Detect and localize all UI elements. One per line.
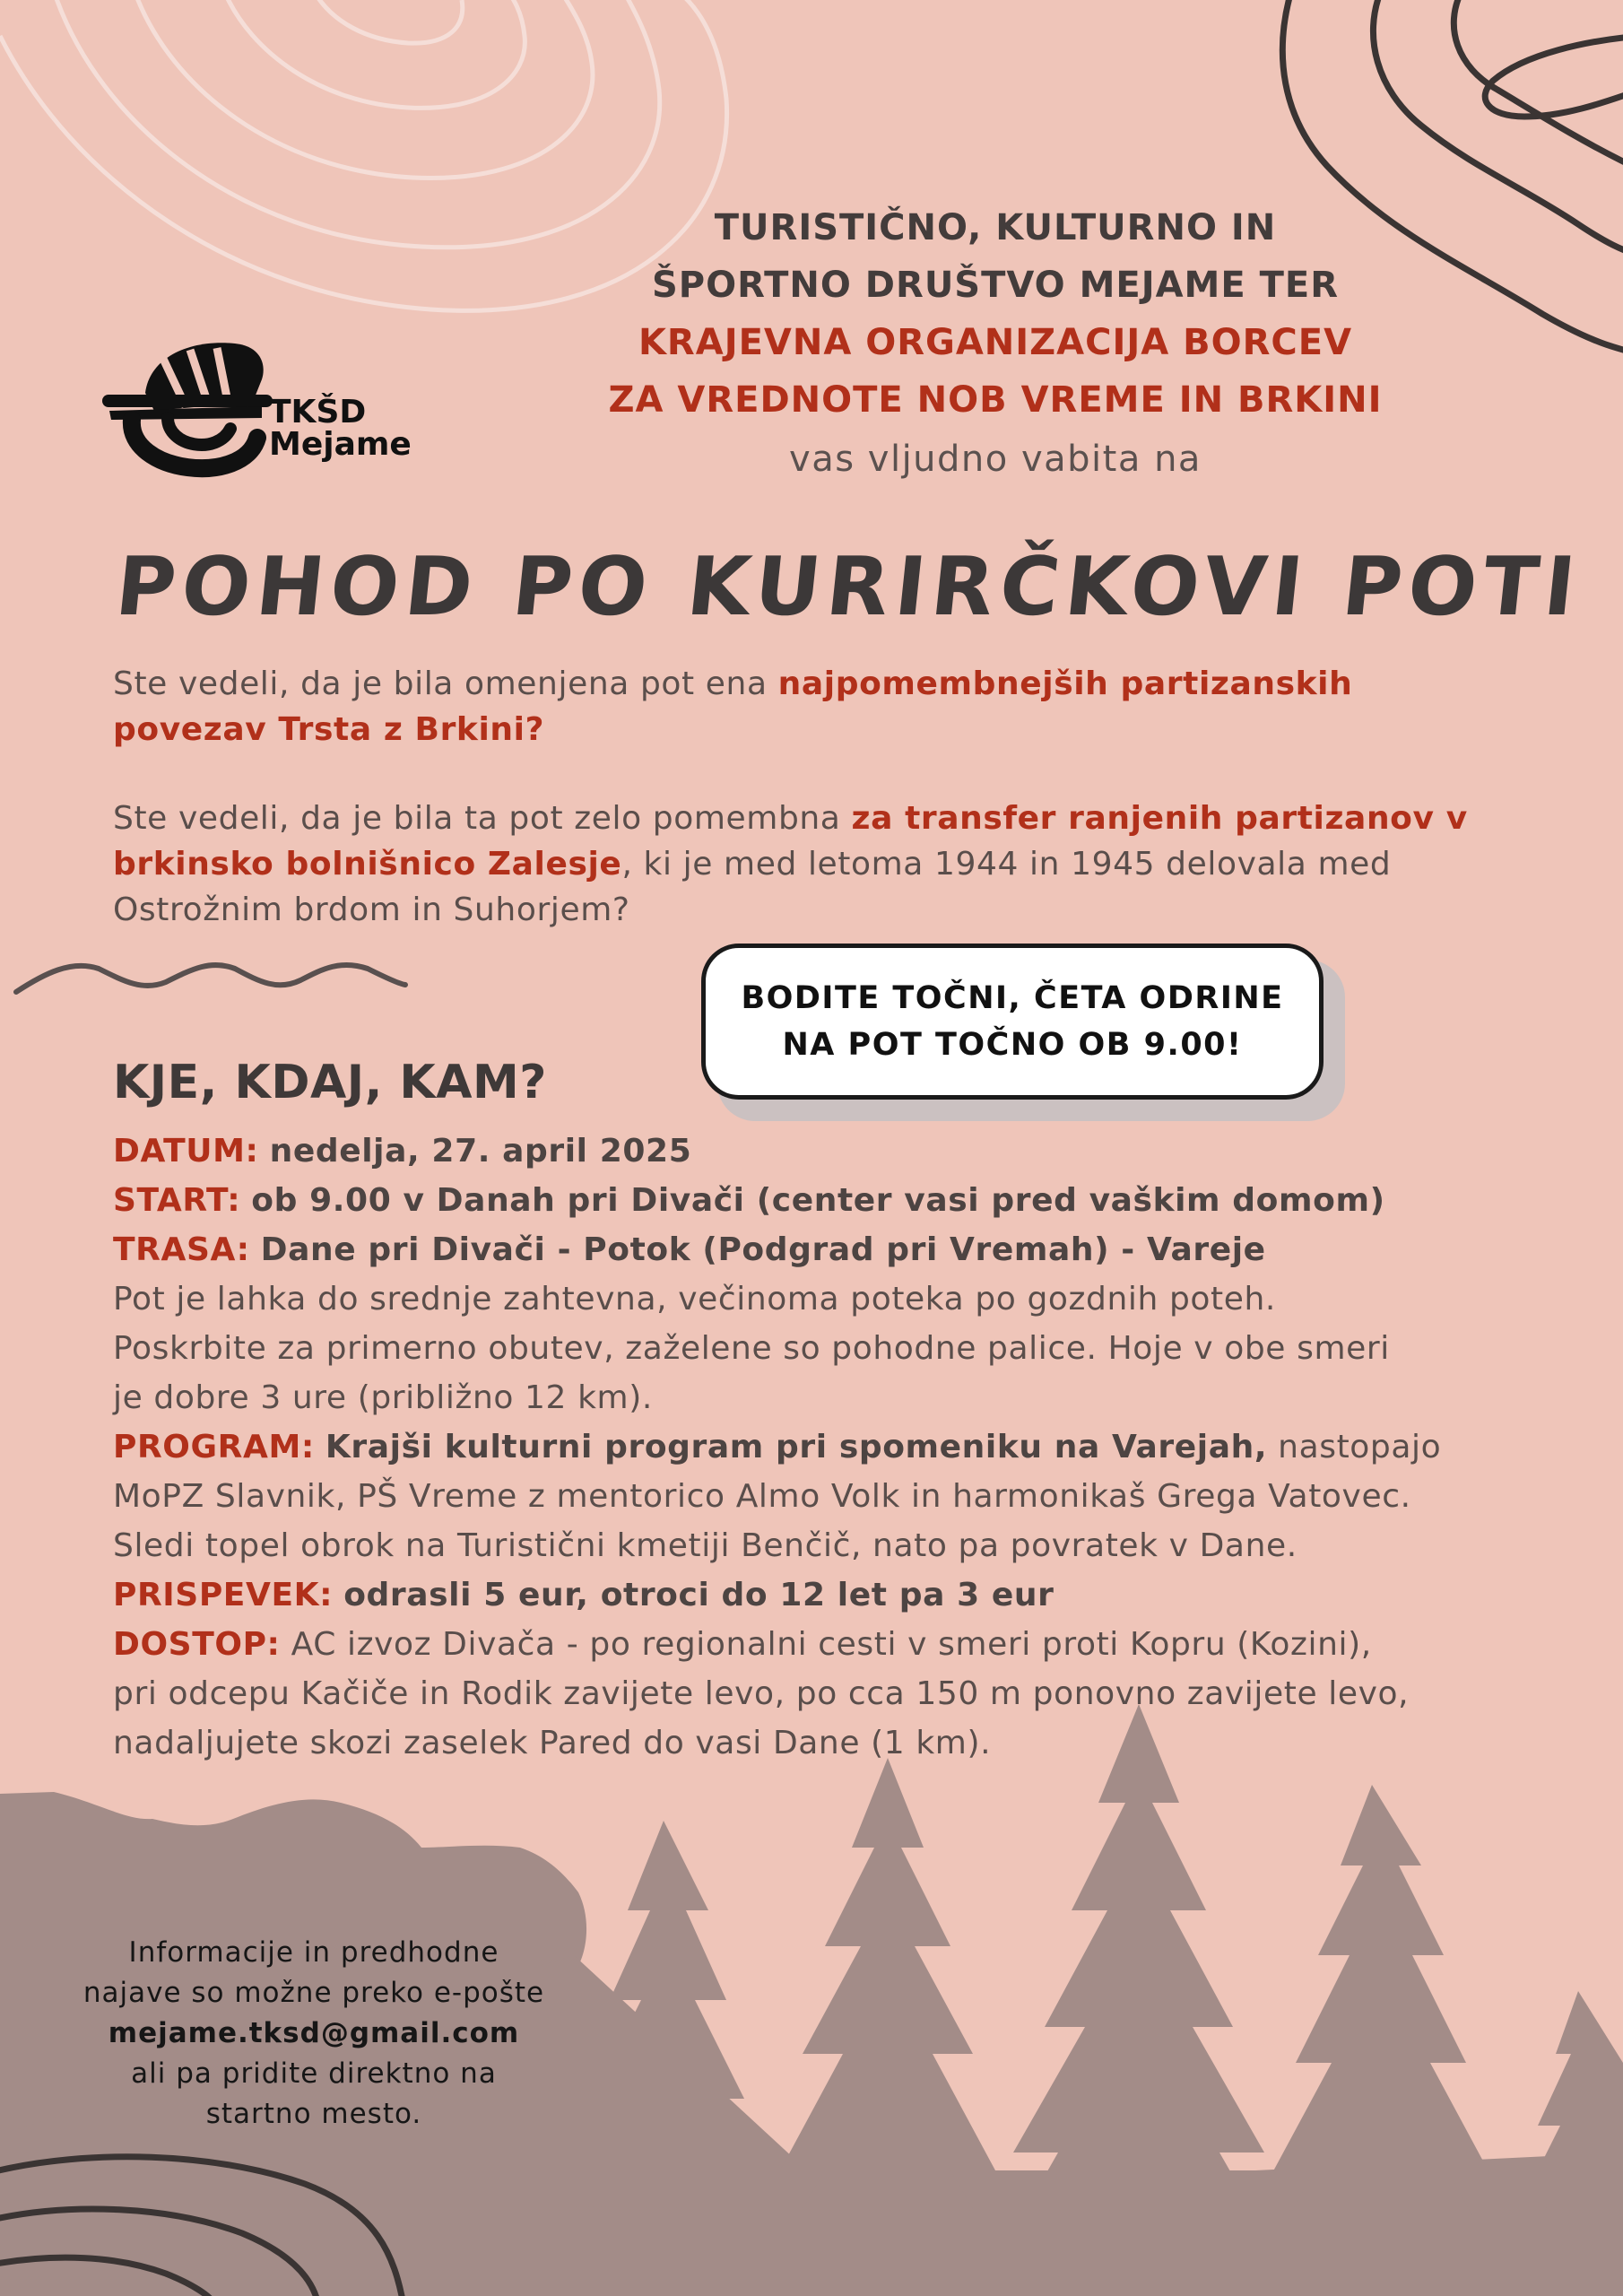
route-description-3: je dobre 3 ure (približno 12 km). bbox=[113, 1379, 653, 1416]
program-label: PROGRAM: bbox=[113, 1429, 315, 1465]
contact-line-3: ali pa pridite direktno na bbox=[131, 2057, 497, 2090]
event-title: POHOD PO KURIRČKOVI POTI bbox=[111, 540, 1586, 634]
intro-1-text: Ste vedeli, da je bila omenjena pot ena bbox=[113, 665, 778, 702]
route-value: Dane pri Divači - Potok (Podgrad pri Vremah) - Vareje bbox=[260, 1231, 1266, 1268]
route-description-1: Pot je lahka do srednje zahtevna, večinoma poteka po gozdnih poteh. bbox=[113, 1281, 1276, 1318]
contact-line-1: Informacije in predhodne bbox=[128, 1936, 499, 1969]
organizer-line-4: ZA VREDNOTE NOB VREME IN BRKINI bbox=[608, 379, 1383, 421]
intro-paragraph-1 bbox=[113, 661, 1512, 752]
details-heading: KJE, KDAJ, KAM? bbox=[113, 1056, 547, 1109]
detail-route bbox=[113, 1225, 1548, 1274]
start-label: START: bbox=[113, 1182, 241, 1219]
fee-value: odrasli 5 eur, otroci do 12 let pa 3 eur bbox=[343, 1577, 1055, 1613]
start-value: ob 9.00 v Danah pri Divači (center vasi pred vaškim domom) bbox=[251, 1182, 1385, 1219]
detail-fee bbox=[113, 1570, 1548, 1620]
contact-line-2: najave so možne preko e-pošte bbox=[82, 1977, 545, 2009]
contact-email: mejame.tksd@gmail.com bbox=[108, 2017, 520, 2049]
contact-info bbox=[54, 1933, 574, 2135]
access-description-1: pri odcepu Kačiče in Rodik zavijete levo, po cca 150 m ponovno zavijete levo, bbox=[113, 1675, 1410, 1712]
organizers-header bbox=[538, 199, 1453, 488]
detail-start bbox=[113, 1176, 1548, 1225]
program-description-2: Sledi topel obrok na Turistični kmetiji Benčič, nato pa povratek v Dane. bbox=[113, 1527, 1298, 1564]
organizer-line-2: ŠPORTNO DRUŠTVO MEJAME TER bbox=[651, 265, 1340, 306]
access-description-2: nadaljujete skozi zaselek Pared do vasi Dane (1 km). bbox=[113, 1725, 992, 1761]
detail-date bbox=[113, 1126, 1548, 1176]
access-value: AC izvoz Divača - po regionalni cesti v smeri proti Kopru (Kozini), bbox=[291, 1626, 1372, 1663]
callout-line-2: NA POT TOČNO OB 9.00! bbox=[782, 1027, 1243, 1063]
program-description-1: MoPZ Slavnik, PŠ Vreme z mentorico Almo Volk in harmonikaš Grega Vatovec. bbox=[113, 1478, 1411, 1515]
event-details bbox=[113, 1126, 1548, 1768]
intro-2-text: Ste vedeli, da je bila ta pot zelo pomembna bbox=[113, 800, 852, 837]
punctuality-callout bbox=[701, 944, 1324, 1100]
program-value: Krajši kulturni program pri spomeniku na Varejah, bbox=[325, 1429, 1268, 1465]
logo-text bbox=[269, 396, 412, 461]
organizer-line-1: TURISTIČNO, KULTURNO IN bbox=[714, 207, 1277, 248]
intro-2-rest: , ki je med letoma 1944 in 1945 delovala med Ostrožnim brdom in Suhorjem? bbox=[113, 846, 1392, 928]
date-label: DATUM: bbox=[113, 1133, 259, 1170]
route-label: TRASA: bbox=[113, 1231, 250, 1268]
organizer-line-3: KRAJEVNA ORGANIZACIJA BORCEV bbox=[638, 322, 1353, 363]
logo-line-1: TKŠD bbox=[269, 394, 367, 430]
intro-2-emphasis: za transfer ranjenih partizanov v brkinsko bolnišnico Zalesje bbox=[113, 800, 1468, 883]
logo-line-2: Mejame bbox=[269, 426, 412, 463]
invitation-text: vas vljudno vabita na bbox=[789, 439, 1202, 480]
fee-label: PRISPEVEK: bbox=[113, 1577, 334, 1613]
access-label: DOSTOP: bbox=[113, 1626, 281, 1663]
zigzag-divider bbox=[16, 965, 405, 992]
date-value: nedelja, 27. april 2025 bbox=[269, 1133, 692, 1170]
intro-paragraph-2 bbox=[113, 796, 1512, 933]
detail-program bbox=[113, 1422, 1548, 1472]
intro-1-emphasis: najpomembnejših partizanskih povezav Trsta z Brkini? bbox=[113, 665, 1353, 748]
callout-line-1: BODITE TOČNI, ČETA ODRINE bbox=[741, 980, 1284, 1016]
route-description-2: Poskrbite za primerno obutev, zaželene so pohodne palice. Hoje v obe smeri bbox=[113, 1330, 1390, 1367]
program-rest: nastopajo bbox=[1278, 1429, 1442, 1465]
contact-line-4: startno mesto. bbox=[205, 2098, 422, 2130]
detail-access bbox=[113, 1620, 1548, 1669]
